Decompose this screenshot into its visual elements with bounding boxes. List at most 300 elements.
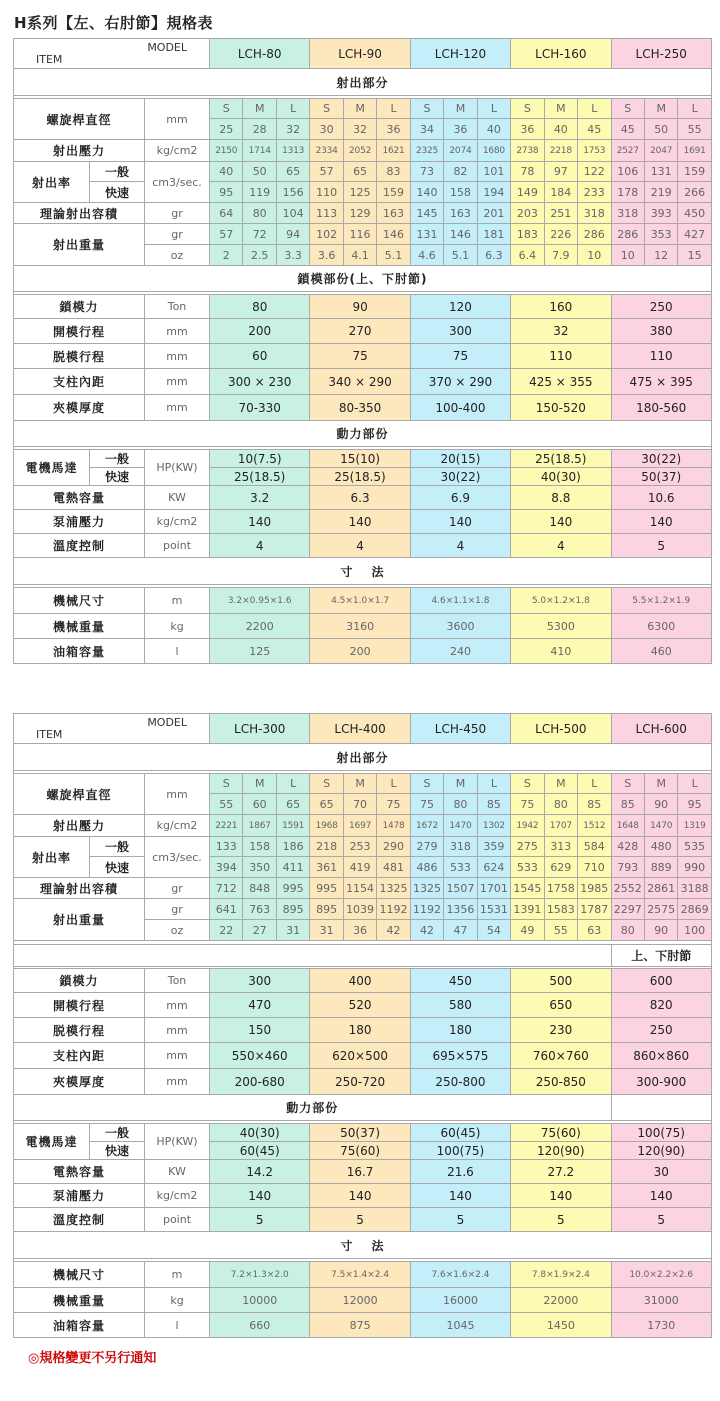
value-cell: 353 [644, 224, 677, 245]
value-cell: 3160 [310, 614, 410, 639]
spec-table-1 [13, 38, 712, 664]
row-label: 夾模厚度 [14, 395, 145, 421]
value-cell: 253 [343, 837, 376, 857]
value-cell: 624 [477, 857, 510, 878]
row-label: 射出率 [14, 162, 90, 203]
value-cell: 2527 [611, 140, 644, 162]
value-cell: 895 [310, 899, 343, 920]
value-cell: 45 [611, 119, 644, 140]
value-cell: 186 [276, 837, 309, 857]
value-cell: 266 [678, 182, 711, 203]
unit-cell: mm [145, 319, 210, 344]
value-cell: 5.5×1.2×1.9 [611, 588, 711, 614]
section-dims: 寸 法 [14, 558, 712, 585]
value-cell: 97 [544, 162, 577, 182]
value-cell: 2150 [210, 140, 243, 162]
value-cell: 393 [644, 203, 677, 224]
value-cell: 889 [644, 857, 677, 878]
value-cell: 12 [644, 245, 677, 266]
size-label: L [678, 99, 711, 119]
value-cell: 20(15) [410, 450, 510, 468]
value-cell: 470 [210, 993, 310, 1018]
value-cell: 275 [511, 837, 544, 857]
value-cell: 1942 [511, 815, 544, 837]
value-cell: 120(90) [511, 1142, 611, 1160]
value-cell: 122 [578, 162, 611, 182]
value-cell: 70-330 [210, 395, 310, 421]
value-cell: 584 [578, 837, 611, 857]
value-cell: 10000 [210, 1288, 310, 1313]
model-name: LCH-250 [611, 39, 711, 69]
unit-cell: mm [145, 1018, 210, 1043]
unit-cell: KW [145, 1160, 210, 1184]
unit-cell: gr [145, 878, 210, 899]
value-cell: 150-520 [511, 395, 611, 421]
value-cell: 95 [678, 794, 711, 815]
value-cell: 116 [343, 224, 376, 245]
size-label: L [377, 774, 410, 794]
value-cell: 159 [678, 162, 711, 182]
value-cell: 102 [310, 224, 343, 245]
value-cell: 32 [343, 119, 376, 140]
size-label: S [310, 99, 343, 119]
size-label: L [578, 99, 611, 119]
value-cell: 27 [243, 920, 276, 941]
value-cell: 178 [611, 182, 644, 203]
value-cell: 5 [410, 1208, 510, 1232]
value-cell: 2869 [678, 899, 711, 920]
value-cell: 2.5 [243, 245, 276, 266]
value-cell: 113 [310, 203, 343, 224]
value-cell: 250 [611, 295, 711, 319]
section-dims: 寸 法 [14, 1232, 712, 1259]
value-cell: 313 [544, 837, 577, 857]
value-cell: 4 [410, 534, 510, 558]
value-cell: 22 [210, 920, 243, 941]
value-cell: 30 [611, 1160, 711, 1184]
value-cell: 140 [210, 1184, 310, 1208]
value-cell: 2861 [644, 878, 677, 899]
value-cell: 75 [377, 794, 410, 815]
value-cell: 50 [644, 119, 677, 140]
size-label: M [343, 99, 376, 119]
value-cell: 318 [578, 203, 611, 224]
value-cell: 2325 [410, 140, 443, 162]
value-cell: 4 [210, 534, 310, 558]
value-cell: 1313 [276, 140, 309, 162]
spacer-cell [14, 945, 612, 967]
value-cell: 5 [210, 1208, 310, 1232]
unit-cell: point [145, 1208, 210, 1232]
value-cell: 57 [310, 162, 343, 182]
value-cell: 31 [310, 920, 343, 941]
value-cell: 710 [578, 857, 611, 878]
unit-cell: mm [145, 344, 210, 369]
unit-cell: HP(KW) [145, 450, 210, 486]
value-cell: 6300 [611, 614, 711, 639]
value-cell: 629 [544, 857, 577, 878]
value-cell: 65 [343, 162, 376, 182]
row-label: 機械重量 [14, 614, 145, 639]
value-cell: 80 [210, 295, 310, 319]
size-label: S [611, 774, 644, 794]
value-cell: 158 [243, 837, 276, 857]
item-header-label: ITEM [36, 728, 63, 741]
value-cell: 30 [310, 119, 343, 140]
size-label: M [644, 99, 677, 119]
spacer-cell [611, 1095, 711, 1121]
value-cell: 230 [511, 1018, 611, 1043]
value-cell: 83 [377, 162, 410, 182]
value-cell: 995 [310, 878, 343, 899]
value-cell: 1545 [511, 878, 544, 899]
value-cell: 1621 [377, 140, 410, 162]
value-cell: 55 [678, 119, 711, 140]
value-cell: 550×460 [210, 1043, 310, 1069]
value-cell: 860×860 [611, 1043, 711, 1069]
value-cell: 5 [511, 1208, 611, 1232]
value-cell: 394 [210, 857, 243, 878]
unit-cell: kg/cm2 [145, 1184, 210, 1208]
value-cell: 72 [243, 224, 276, 245]
value-cell: 1697 [343, 815, 376, 837]
value-cell: 480 [644, 837, 677, 857]
value-cell: 78 [511, 162, 544, 182]
row-label: 螺旋桿直徑 [14, 99, 145, 140]
value-cell: 990 [678, 857, 711, 878]
value-cell: 5.0×1.2×1.8 [511, 588, 611, 614]
value-cell: 180-560 [611, 395, 711, 421]
value-cell: 2 [210, 245, 243, 266]
row-label: 油箱容量 [14, 1313, 145, 1338]
value-cell: 4.6 [410, 245, 443, 266]
unit-cell: kg/cm2 [145, 510, 210, 534]
value-cell: 2575 [644, 899, 677, 920]
item-header-label: ITEM [36, 53, 63, 66]
unit-cell: cm3/sec. [145, 162, 210, 203]
value-cell: 410 [511, 639, 611, 664]
value-cell: 290 [377, 837, 410, 857]
value-cell: 85 [578, 794, 611, 815]
value-cell: 486 [410, 857, 443, 878]
value-cell: 40 [210, 162, 243, 182]
row-label: 支柱內距 [14, 369, 145, 395]
value-cell: 2200 [210, 614, 310, 639]
size-label: M [544, 774, 577, 794]
value-cell: 63 [578, 920, 611, 941]
unit-cell: m [145, 1262, 210, 1288]
value-cell: 50(37) [611, 468, 711, 486]
value-cell: 1707 [544, 815, 577, 837]
size-label: M [544, 99, 577, 119]
value-cell: 80-350 [310, 395, 410, 421]
value-cell: 848 [243, 878, 276, 899]
model-name: LCH-300 [210, 714, 310, 744]
value-cell: 54 [477, 920, 510, 941]
model-name: LCH-600 [611, 714, 711, 744]
row-label: 脱模行程 [14, 1018, 145, 1043]
value-cell: 94 [276, 224, 309, 245]
value-cell: 203 [511, 203, 544, 224]
unit-cell: point [145, 534, 210, 558]
value-cell: 129 [343, 203, 376, 224]
value-cell: 5 [611, 534, 711, 558]
value-cell: 140 [410, 510, 510, 534]
size-label: S [611, 99, 644, 119]
value-cell: 226 [544, 224, 577, 245]
page-title: H系列【左、右肘節】規格表 [14, 14, 214, 32]
value-cell: 1192 [377, 899, 410, 920]
value-cell: 5 [611, 1208, 711, 1232]
value-cell: 80 [611, 920, 644, 941]
unit-cell: mm [145, 774, 210, 815]
value-cell: 106 [611, 162, 644, 182]
value-cell: 2221 [210, 815, 243, 837]
value-cell: 57 [210, 224, 243, 245]
value-cell: 3.3 [276, 245, 309, 266]
model-name: LCH-120 [410, 39, 510, 69]
row-sublabel: 一般 [90, 162, 145, 182]
value-cell: 4 [310, 534, 410, 558]
value-cell: 183 [511, 224, 544, 245]
value-cell: 1701 [477, 878, 510, 899]
value-cell: 160 [511, 295, 611, 319]
value-cell: 6.4 [511, 245, 544, 266]
value-cell: 251 [544, 203, 577, 224]
row-label: 開模行程 [14, 993, 145, 1018]
value-cell: 40 [544, 119, 577, 140]
value-cell: 120(90) [611, 1142, 711, 1160]
value-cell: 400 [310, 969, 410, 993]
value-cell: 895 [276, 899, 309, 920]
value-cell: 50(37) [310, 1124, 410, 1142]
value-cell: 60 [243, 794, 276, 815]
value-cell: 370 × 290 [410, 369, 510, 395]
value-cell: 419 [343, 857, 376, 878]
size-label: L [477, 99, 510, 119]
value-cell: 2047 [644, 140, 677, 162]
value-cell: 125 [210, 639, 310, 664]
value-cell: 60 [210, 344, 310, 369]
value-cell: 180 [310, 1018, 410, 1043]
value-cell: 1507 [444, 878, 477, 899]
value-cell: 1470 [644, 815, 677, 837]
value-cell: 120 [410, 295, 510, 319]
row-label: 機械尺寸 [14, 588, 145, 614]
value-cell: 7.9 [544, 245, 577, 266]
size-label: S [410, 774, 443, 794]
value-cell: 80 [243, 203, 276, 224]
unit-cell: Ton [145, 295, 210, 319]
value-cell: 110 [611, 344, 711, 369]
value-cell: 1680 [477, 140, 510, 162]
value-cell: 75 [310, 344, 410, 369]
value-cell: 65 [310, 794, 343, 815]
value-cell: 219 [644, 182, 677, 203]
row-label: 支柱內距 [14, 1043, 145, 1069]
value-cell: 15(10) [310, 450, 410, 468]
value-cell: 156 [276, 182, 309, 203]
value-cell: 695×575 [410, 1043, 510, 1069]
value-cell: 286 [611, 224, 644, 245]
value-cell: 1391 [511, 899, 544, 920]
value-cell: 125 [343, 182, 376, 203]
value-cell: 7.6×1.6×2.4 [410, 1262, 510, 1288]
row-label: 溫度控制 [14, 1208, 145, 1232]
row-label: 泵浦壓力 [14, 1184, 145, 1208]
size-label: M [243, 99, 276, 119]
value-cell: 1319 [678, 815, 711, 837]
size-label: S [310, 774, 343, 794]
value-cell: 4.5×1.0×1.7 [310, 588, 410, 614]
value-cell: 47 [444, 920, 477, 941]
value-cell: 10.0×2.2×2.6 [611, 1262, 711, 1288]
value-cell: 1531 [477, 899, 510, 920]
section-clamp-note: 上、下肘節 [611, 945, 711, 967]
unit-cell: kg/cm2 [145, 815, 210, 837]
model-name: LCH-450 [410, 714, 510, 744]
value-cell: 55 [544, 920, 577, 941]
value-cell: 233 [578, 182, 611, 203]
row-label: 泵浦壓力 [14, 510, 145, 534]
value-cell: 60(45) [410, 1124, 510, 1142]
row-sublabel: 一般 [90, 837, 145, 857]
value-cell: 145 [410, 203, 443, 224]
row-label: 油箱容量 [14, 639, 145, 664]
value-cell: 16000 [410, 1288, 510, 1313]
value-cell: 535 [678, 837, 711, 857]
value-cell: 995 [276, 878, 309, 899]
value-cell: 85 [611, 794, 644, 815]
value-cell: 131 [410, 224, 443, 245]
value-cell: 250-800 [410, 1069, 510, 1095]
value-cell: 149 [511, 182, 544, 203]
value-cell: 140 [410, 182, 443, 203]
value-cell: 7.5×1.4×2.4 [310, 1262, 410, 1288]
value-cell: 300 [210, 969, 310, 993]
value-cell: 1302 [477, 815, 510, 837]
value-cell: 104 [276, 203, 309, 224]
unit-cell: mm [145, 369, 210, 395]
value-cell: 110 [310, 182, 343, 203]
unit-cell: gr [145, 203, 210, 224]
value-cell: 50 [243, 162, 276, 182]
value-cell: 45 [578, 119, 611, 140]
value-cell: 100 [678, 920, 711, 941]
value-cell: 5.1 [377, 245, 410, 266]
value-cell: 1730 [611, 1313, 711, 1338]
value-cell: 75 [410, 794, 443, 815]
value-cell: 184 [544, 182, 577, 203]
value-cell: 119 [243, 182, 276, 203]
value-cell: 1045 [410, 1313, 510, 1338]
value-cell: 49 [511, 920, 544, 941]
row-sublabel: 一般 [90, 1124, 145, 1142]
value-cell: 42 [377, 920, 410, 941]
value-cell: 146 [444, 224, 477, 245]
value-cell: 820 [611, 993, 711, 1018]
row-label: 夾模厚度 [14, 1069, 145, 1095]
unit-cell: HP(KW) [145, 1124, 210, 1160]
value-cell: 42 [410, 920, 443, 941]
value-cell: 580 [410, 993, 510, 1018]
value-cell: 250 [611, 1018, 711, 1043]
value-cell: 75 [410, 344, 510, 369]
row-label: 脱模行程 [14, 344, 145, 369]
value-cell: 620×500 [310, 1043, 410, 1069]
value-cell: 80 [444, 794, 477, 815]
value-cell: 6.9 [410, 486, 510, 510]
size-label: M [644, 774, 677, 794]
value-cell: 450 [410, 969, 510, 993]
unit-cell: mm [145, 395, 210, 421]
row-label: 射出重量 [14, 899, 145, 941]
value-cell: 21.6 [410, 1160, 510, 1184]
value-cell: 75 [511, 794, 544, 815]
value-cell: 2738 [511, 140, 544, 162]
value-cell: 14.2 [210, 1160, 310, 1184]
value-cell: 1787 [578, 899, 611, 920]
unit-cell: kg/cm2 [145, 140, 210, 162]
value-cell: 760×760 [511, 1043, 611, 1069]
value-cell: 85 [477, 794, 510, 815]
value-cell: 1512 [578, 815, 611, 837]
value-cell: 55 [210, 794, 243, 815]
value-cell: 200 [210, 319, 310, 344]
unit-cell: mm [145, 993, 210, 1018]
row-sublabel: 快速 [90, 182, 145, 203]
value-cell: 359 [477, 837, 510, 857]
value-cell: 100(75) [611, 1124, 711, 1142]
unit-cell: Ton [145, 969, 210, 993]
value-cell: 140 [410, 1184, 510, 1208]
value-cell: 60(45) [210, 1142, 310, 1160]
row-label: 理論射出容積 [14, 203, 145, 224]
value-cell: 4.6×1.1×1.8 [410, 588, 510, 614]
unit-cell: kg [145, 614, 210, 639]
value-cell: 650 [511, 993, 611, 1018]
value-cell: 110 [511, 344, 611, 369]
spec-table-2 [13, 713, 712, 1338]
value-cell: 340 × 290 [310, 369, 410, 395]
row-label: 電熱容量 [14, 1160, 145, 1184]
value-cell: 133 [210, 837, 243, 857]
row-label: 溫度控制 [14, 534, 145, 558]
section-power: 動力部份 [14, 421, 712, 447]
value-cell: 32 [511, 319, 611, 344]
row-sublabel: 快速 [90, 468, 145, 486]
row-label: 鎖模力 [14, 969, 145, 993]
value-cell: 218 [310, 837, 343, 857]
unit-cell: l [145, 639, 210, 664]
value-cell: 286 [578, 224, 611, 245]
unit-cell: m [145, 588, 210, 614]
value-cell: 793 [611, 857, 644, 878]
row-label: 射出壓力 [14, 815, 145, 837]
model-name: LCH-400 [310, 714, 410, 744]
value-cell: 25(18.5) [210, 468, 310, 486]
value-cell: 31 [276, 920, 309, 941]
value-cell: 600 [611, 969, 711, 993]
value-cell: 380 [611, 319, 711, 344]
row-label: 鎖模力 [14, 295, 145, 319]
value-cell: 15 [678, 245, 711, 266]
value-cell: 16.7 [310, 1160, 410, 1184]
value-cell: 146 [377, 224, 410, 245]
value-cell: 425 × 355 [511, 369, 611, 395]
value-cell: 1968 [310, 815, 343, 837]
value-cell: 25 [210, 119, 243, 140]
